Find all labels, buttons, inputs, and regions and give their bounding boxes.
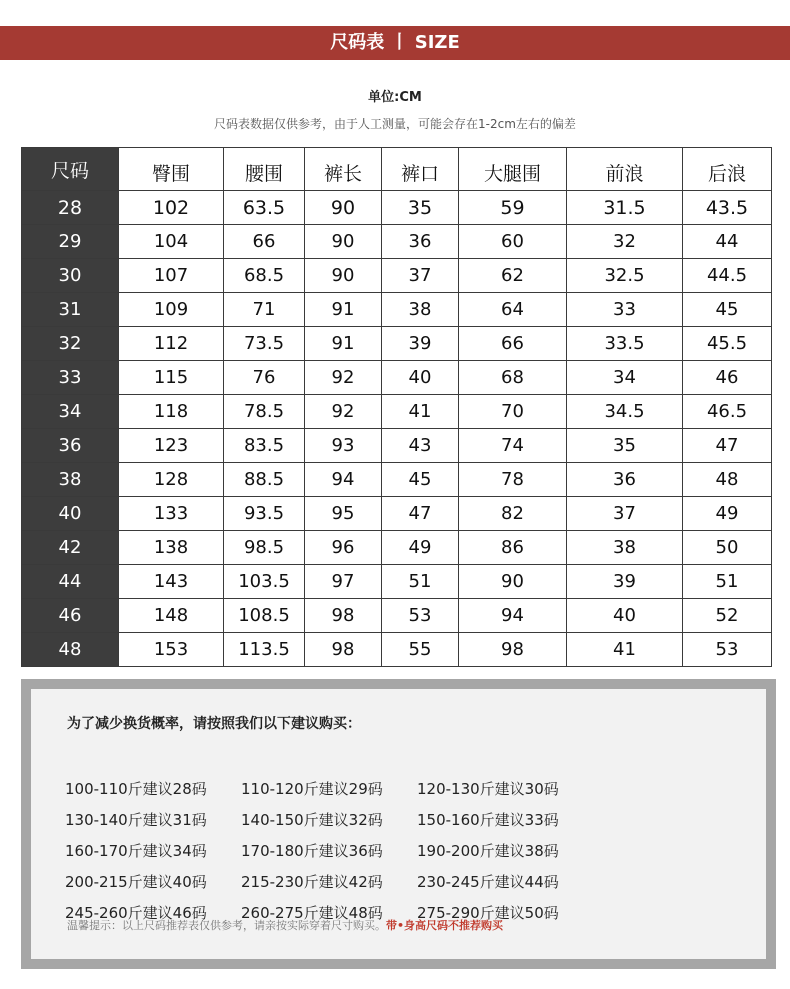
measurement-cell: 48 <box>683 463 772 497</box>
measurement-cell: 90 <box>305 259 382 293</box>
measurement-cell: 73.5 <box>224 327 305 361</box>
measurement-cell: 113.5 <box>224 633 305 667</box>
measurement-cell: 133 <box>119 497 224 531</box>
measurement-cell: 93.5 <box>224 497 305 531</box>
measurement-cell: 138 <box>119 531 224 565</box>
measurement-cell: 50 <box>683 531 772 565</box>
tip-text: 温馨提示：以上尺码推荐表仅供参考，请亲按实际穿着尺寸购买。 <box>67 919 386 932</box>
measurement-cell: 102 <box>119 191 224 225</box>
advice-item: 200-215斤建议40码 <box>65 873 207 891</box>
measurement-cell: 112 <box>119 327 224 361</box>
advice-tip <box>67 917 503 933</box>
measurement-cell: 108.5 <box>224 599 305 633</box>
size-cell: 34 <box>22 395 119 429</box>
advice-title: 为了减少换货概率，请按照我们以下建议购买： <box>67 716 361 732</box>
measurement-cell: 153 <box>119 633 224 667</box>
size-cell: 38 <box>22 463 119 497</box>
measurement-cell: 40 <box>567 599 683 633</box>
measurement-cell: 41 <box>567 633 683 667</box>
advice-item: 150-160斤建议33码 <box>417 811 559 829</box>
measurement-cell: 88.5 <box>224 463 305 497</box>
measurement-cell: 76 <box>224 361 305 395</box>
measurement-cell: 35 <box>567 429 683 463</box>
measurement-cell: 31.5 <box>567 191 683 225</box>
measurement-cell: 36 <box>382 225 459 259</box>
measurement-cell: 62 <box>459 259 567 293</box>
measurement-cell: 39 <box>382 327 459 361</box>
measurement-cell: 128 <box>119 463 224 497</box>
measurement-cell: 59 <box>459 191 567 225</box>
measurement-cell: 38 <box>382 293 459 327</box>
measurement-cell: 118 <box>119 395 224 429</box>
measurement-cell: 36 <box>567 463 683 497</box>
measurement-cell: 98.5 <box>224 531 305 565</box>
measurement-cell: 32 <box>567 225 683 259</box>
measurement-cell: 70 <box>459 395 567 429</box>
table-row <box>22 531 772 565</box>
header-leg-opening: 裤口 <box>382 148 459 191</box>
tip-warning: 带•身高尺码不推荐购买 <box>386 919 504 932</box>
measurement-cell: 53 <box>683 633 772 667</box>
size-cell: 48 <box>22 633 119 667</box>
advice-item: 170-180斤建议36码 <box>241 842 383 860</box>
table-row <box>22 395 772 429</box>
measurement-cell: 37 <box>382 259 459 293</box>
measurement-cell: 107 <box>119 259 224 293</box>
measurement-cell: 46.5 <box>683 395 772 429</box>
table-row <box>22 497 772 531</box>
measurement-cell: 143 <box>119 565 224 599</box>
measurement-cell: 49 <box>382 531 459 565</box>
size-cell: 44 <box>22 565 119 599</box>
measurement-cell: 90 <box>459 565 567 599</box>
size-cell: 31 <box>22 293 119 327</box>
measurement-cell: 115 <box>119 361 224 395</box>
measurement-cell: 104 <box>119 225 224 259</box>
measurement-cell: 44.5 <box>683 259 772 293</box>
measurement-cell: 95 <box>305 497 382 531</box>
header-thigh: 大腿围 <box>459 148 567 191</box>
measurement-cell: 33.5 <box>567 327 683 361</box>
table-row <box>22 565 772 599</box>
measurement-cell: 78 <box>459 463 567 497</box>
measurement-cell: 83.5 <box>224 429 305 463</box>
measurement-cell: 98 <box>459 633 567 667</box>
advice-item: 120-130斤建议30码 <box>417 780 559 798</box>
advice-item: 190-200斤建议38码 <box>417 842 559 860</box>
measurement-cell: 37 <box>567 497 683 531</box>
advice-item: 110-120斤建议29码 <box>241 780 383 798</box>
measurement-cell: 34.5 <box>567 395 683 429</box>
measurement-cell: 49 <box>683 497 772 531</box>
measurement-cell: 74 <box>459 429 567 463</box>
advice-item: 160-170斤建议34码 <box>65 842 207 860</box>
advice-grid <box>65 773 605 928</box>
measurement-cell: 33 <box>567 293 683 327</box>
measurement-cell: 41 <box>382 395 459 429</box>
measurement-cell: 103.5 <box>224 565 305 599</box>
header-length: 裤长 <box>305 148 382 191</box>
advice-item: 130-140斤建议31码 <box>65 811 207 829</box>
measurement-cell: 86 <box>459 531 567 565</box>
advice-row <box>65 835 605 866</box>
measurement-cell: 40 <box>382 361 459 395</box>
measurement-cell: 45 <box>382 463 459 497</box>
measurement-cell: 93 <box>305 429 382 463</box>
header-back-rise: 后浪 <box>683 148 772 191</box>
measurement-cell: 51 <box>382 565 459 599</box>
table-row <box>22 599 772 633</box>
measurement-cell: 68 <box>459 361 567 395</box>
size-cell: 46 <box>22 599 119 633</box>
size-cell: 30 <box>22 259 119 293</box>
advice-panel-inner <box>31 689 766 959</box>
measurement-cell: 90 <box>305 191 382 225</box>
measurement-cell: 52 <box>683 599 772 633</box>
measurement-cell: 68.5 <box>224 259 305 293</box>
measurement-cell: 60 <box>459 225 567 259</box>
table-row <box>22 259 772 293</box>
measurement-cell: 123 <box>119 429 224 463</box>
measurement-cell: 82 <box>459 497 567 531</box>
advice-item: 215-230斤建议42码 <box>241 873 383 891</box>
table-row <box>22 293 772 327</box>
size-chart-banner: 尺码表 丨 SIZE <box>0 26 790 60</box>
measurement-cell: 45 <box>683 293 772 327</box>
advice-item: 245-260斤建议46码 <box>65 904 207 922</box>
measurement-cell: 94 <box>459 599 567 633</box>
measurement-cell: 63.5 <box>224 191 305 225</box>
advice-item: 230-245斤建议44码 <box>417 873 559 891</box>
advice-row <box>65 866 605 897</box>
measurement-cell: 53 <box>382 599 459 633</box>
unit-label: 单位:CM <box>368 90 422 105</box>
advice-row <box>65 773 605 804</box>
measurement-cell: 97 <box>305 565 382 599</box>
size-cell: 28 <box>22 191 119 225</box>
table-row <box>22 429 772 463</box>
table-row <box>22 191 772 225</box>
measurement-cell: 94 <box>305 463 382 497</box>
measurement-cell: 46 <box>683 361 772 395</box>
header-waist: 腰围 <box>224 148 305 191</box>
measurement-cell: 43.5 <box>683 191 772 225</box>
measurement-cell: 71 <box>224 293 305 327</box>
size-cell: 40 <box>22 497 119 531</box>
advice-item: 260-275斤建议48码 <box>241 904 383 922</box>
measurement-cell: 96 <box>305 531 382 565</box>
table-row <box>22 225 772 259</box>
table-row <box>22 463 772 497</box>
header-size: 尺码 <box>22 148 119 191</box>
size-table-body <box>22 191 772 667</box>
measurement-cell: 66 <box>224 225 305 259</box>
advice-panel <box>21 679 776 969</box>
measurement-cell: 45.5 <box>683 327 772 361</box>
measurement-cell: 39 <box>567 565 683 599</box>
table-row <box>22 327 772 361</box>
measurement-cell: 55 <box>382 633 459 667</box>
advice-row <box>65 804 605 835</box>
measurement-cell: 47 <box>683 429 772 463</box>
size-cell: 32 <box>22 327 119 361</box>
advice-item: 100-110斤建议28码 <box>65 780 207 798</box>
measurement-cell: 44 <box>683 225 772 259</box>
header-front-rise: 前浪 <box>567 148 683 191</box>
advice-item: 140-150斤建议32码 <box>241 811 383 829</box>
measurement-cell: 64 <box>459 293 567 327</box>
measurement-cell: 66 <box>459 327 567 361</box>
measurement-cell: 98 <box>305 599 382 633</box>
measurement-cell: 43 <box>382 429 459 463</box>
size-cell: 42 <box>22 531 119 565</box>
measurement-cell: 34 <box>567 361 683 395</box>
measurement-cell: 98 <box>305 633 382 667</box>
measurement-cell: 148 <box>119 599 224 633</box>
size-cell: 36 <box>22 429 119 463</box>
measurement-cell: 92 <box>305 361 382 395</box>
table-row <box>22 633 772 667</box>
header-hip: 臀围 <box>119 148 224 191</box>
measurement-cell: 35 <box>382 191 459 225</box>
measurement-note: 尺码表数据仅供参考，由于人工测量，可能会存在1-2cm左右的偏差 <box>214 117 576 131</box>
measurement-cell: 90 <box>305 225 382 259</box>
measurement-cell: 47 <box>382 497 459 531</box>
measurement-cell: 91 <box>305 327 382 361</box>
measurement-cell: 91 <box>305 293 382 327</box>
advice-item: 275-290斤建议50码 <box>417 904 559 922</box>
measurement-cell: 38 <box>567 531 683 565</box>
measurement-cell: 78.5 <box>224 395 305 429</box>
size-table <box>21 147 772 667</box>
size-cell: 33 <box>22 361 119 395</box>
table-row <box>22 361 772 395</box>
measurement-cell: 51 <box>683 565 772 599</box>
measurement-cell: 92 <box>305 395 382 429</box>
measurement-cell: 109 <box>119 293 224 327</box>
table-header-row <box>22 148 772 191</box>
size-cell: 29 <box>22 225 119 259</box>
measurement-cell: 32.5 <box>567 259 683 293</box>
